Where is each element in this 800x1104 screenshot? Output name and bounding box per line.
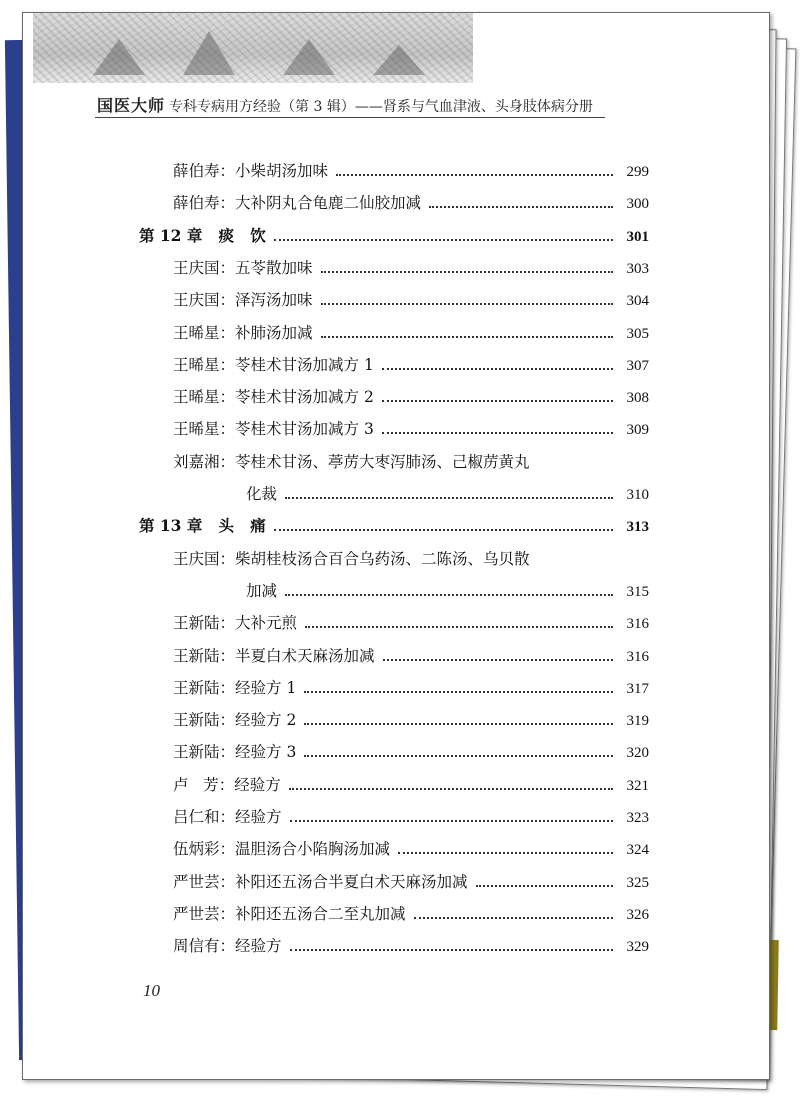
toc-title: 苓桂术甘汤加减方 1 — [235, 355, 374, 374]
toc-title: 补阳还五汤合半夏白术天麻汤加减 — [235, 872, 468, 891]
toc-author: 薛伯寿： — [173, 194, 236, 213]
toc-page-number: 319 — [626, 713, 649, 730]
leader-dots — [382, 367, 613, 370]
leader-dots — [321, 302, 613, 305]
leader-dots — [321, 270, 613, 273]
leader-dots — [414, 916, 613, 919]
toc-entry[interactable] — [173, 902, 649, 924]
toc-entry[interactable] — [173, 740, 649, 762]
toc-entry[interactable] — [173, 676, 649, 698]
leader-dots — [285, 593, 613, 596]
toc-entry[interactable] — [173, 353, 649, 375]
chapter-title: 第 13 章 头 痛 — [139, 516, 266, 536]
toc-page-number: 315 — [626, 583, 649, 600]
toc-author: 王晞星： — [173, 420, 236, 439]
book-page — [22, 12, 770, 1080]
toc-title: 经验方 — [235, 937, 282, 956]
toc-title: 苓桂术甘汤加减方 2 — [235, 388, 374, 407]
toc-title: 补肺汤加减 — [235, 323, 313, 342]
toc-title: 五苓散加味 — [235, 258, 313, 277]
toc-title: 柴胡桂枝汤合百合乌药汤、二陈汤、乌贝散 — [235, 549, 530, 568]
leader-dots — [382, 431, 613, 434]
toc-entry[interactable] — [173, 417, 649, 439]
leader-dots — [304, 690, 613, 693]
toc-title: 大补元煎 — [235, 614, 298, 633]
toc-author: 王庆国： — [173, 258, 236, 277]
toc-page-number: 308 — [626, 390, 649, 407]
toc-author: 王新陆： — [173, 711, 236, 730]
leader-dots — [290, 819, 613, 822]
toc-author: 王新陆： — [173, 678, 236, 697]
toc-entry[interactable] — [173, 385, 649, 407]
toc-author: 薛伯寿： — [173, 162, 236, 180]
toc-author: 王新陆： — [173, 743, 236, 762]
toc-author: 王晞星： — [173, 388, 236, 407]
toc-author: 王庆国： — [173, 291, 236, 310]
toc-title: 补阳还五汤合二至丸加减 — [235, 904, 406, 923]
toc-page-number: 316 — [626, 616, 649, 633]
leader-dots — [304, 722, 613, 725]
toc-entry[interactable] — [173, 159, 649, 181]
leader-dots — [321, 335, 613, 338]
toc-page-number: 326 — [626, 906, 649, 923]
toc-title: 经验方 — [235, 808, 282, 826]
toc-entry[interactable] — [173, 934, 649, 956]
leader-dots — [289, 787, 613, 790]
toc-page-number: 323 — [626, 810, 649, 826]
toc-entry[interactable] — [173, 644, 649, 666]
leader-dots — [274, 238, 613, 241]
toc-author: 吕仁和： — [173, 808, 236, 826]
leader-dots — [305, 625, 613, 628]
leader-dots — [476, 884, 613, 887]
toc-page-number: 301 — [626, 228, 649, 245]
toc-title-continued: 加减 — [246, 581, 278, 600]
toc-page-number: 309 — [626, 422, 649, 439]
toc-author: 王晞星： — [173, 323, 236, 342]
toc-page-number: 307 — [626, 357, 649, 374]
toc-entry[interactable] — [173, 805, 649, 827]
toc-author: 严世芸： — [173, 872, 236, 891]
toc-author: 刘嘉湘： — [173, 452, 236, 471]
toc-page-number: 329 — [626, 939, 649, 956]
toc-title: 苓桂术甘汤、葶苈大枣泻肺汤、己椒苈黄丸 — [235, 452, 530, 471]
toc-title-continued: 化裁 — [246, 485, 278, 503]
toc-title: 经验方 1 — [235, 678, 297, 697]
leader-dots — [429, 205, 613, 208]
leader-dots — [285, 496, 613, 499]
toc-title: 半夏白术天麻汤加减 — [235, 646, 375, 665]
toc-entry[interactable] — [173, 450, 530, 472]
toc-title: 经验方 2 — [235, 711, 297, 730]
toc-author: 王庆国： — [173, 549, 236, 568]
leader-dots — [398, 851, 613, 854]
toc-page-number: 300 — [626, 196, 649, 213]
leader-dots — [383, 658, 613, 661]
header-rule — [95, 117, 605, 118]
page-number: 10 — [143, 981, 160, 1000]
toc-author: 伍炳彩： — [173, 840, 236, 859]
toc-page-number: 320 — [626, 745, 649, 762]
leader-dots — [274, 528, 613, 531]
toc-entry[interactable] — [173, 321, 649, 343]
toc-page-number: 304 — [626, 293, 649, 310]
decorative-banner-image — [33, 13, 473, 83]
toc-title: 经验方 3 — [235, 743, 297, 762]
toc-page-number: 305 — [626, 325, 649, 342]
toc-page-number: 325 — [626, 874, 649, 891]
toc-author: 严世芸： — [173, 904, 236, 923]
toc-page-number: 310 — [626, 487, 649, 503]
toc-chapter[interactable] — [139, 514, 649, 536]
toc-entry[interactable] — [173, 288, 649, 310]
toc-chapter[interactable] — [139, 224, 649, 246]
toc-entry-continuation[interactable] — [246, 482, 649, 504]
leader-dots — [382, 399, 613, 402]
toc-page-number: 321 — [626, 777, 649, 794]
toc-author: 王新陆： — [173, 614, 236, 633]
toc-title: 大补阴丸合龟鹿二仙胶加减 — [235, 194, 422, 213]
toc-title: 温胆汤合小陷胸汤加减 — [235, 840, 391, 859]
toc-entry-continuation[interactable] — [246, 579, 649, 601]
toc-title: 苓桂术甘汤加减方 3 — [235, 420, 374, 439]
running-header — [97, 93, 593, 116]
toc-author: 周信有： — [173, 937, 236, 956]
toc-page-number: 316 — [626, 648, 649, 665]
leader-dots — [290, 948, 613, 951]
toc-title: 泽泻汤加味 — [235, 291, 313, 310]
toc-page-number: 313 — [626, 519, 649, 536]
toc-page-number: 317 — [626, 680, 649, 697]
book-subtitle: 专科专病用方经验（第 3 辑）——肾系与气血津液、头身肢体病分册 — [169, 99, 593, 115]
toc-author: 王晞星： — [173, 355, 236, 374]
toc-author: 卢 芳： — [173, 775, 235, 794]
toc-entry[interactable] — [173, 773, 649, 795]
leader-dots — [336, 173, 613, 176]
toc-page-number: 303 — [626, 260, 649, 277]
toc-author: 王新陆： — [173, 646, 236, 665]
toc-entry[interactable] — [173, 870, 649, 892]
toc-page-number: 324 — [626, 842, 649, 859]
toc-entry[interactable] — [173, 547, 530, 569]
toc-page-number: 299 — [626, 164, 649, 180]
toc-entry[interactable] — [173, 611, 649, 633]
toc-entry[interactable] — [173, 708, 649, 730]
toc-entry[interactable] — [173, 256, 649, 278]
chapter-title: 第 12 章 痰 饮 — [139, 225, 266, 245]
toc-title: 小柴胡汤加味 — [235, 162, 329, 180]
toc-title: 经验方 — [234, 775, 281, 794]
toc-entry[interactable] — [173, 191, 649, 213]
leader-dots — [304, 754, 613, 757]
series-brand: 国医大师 — [97, 96, 166, 115]
toc-entry[interactable] — [173, 837, 649, 859]
